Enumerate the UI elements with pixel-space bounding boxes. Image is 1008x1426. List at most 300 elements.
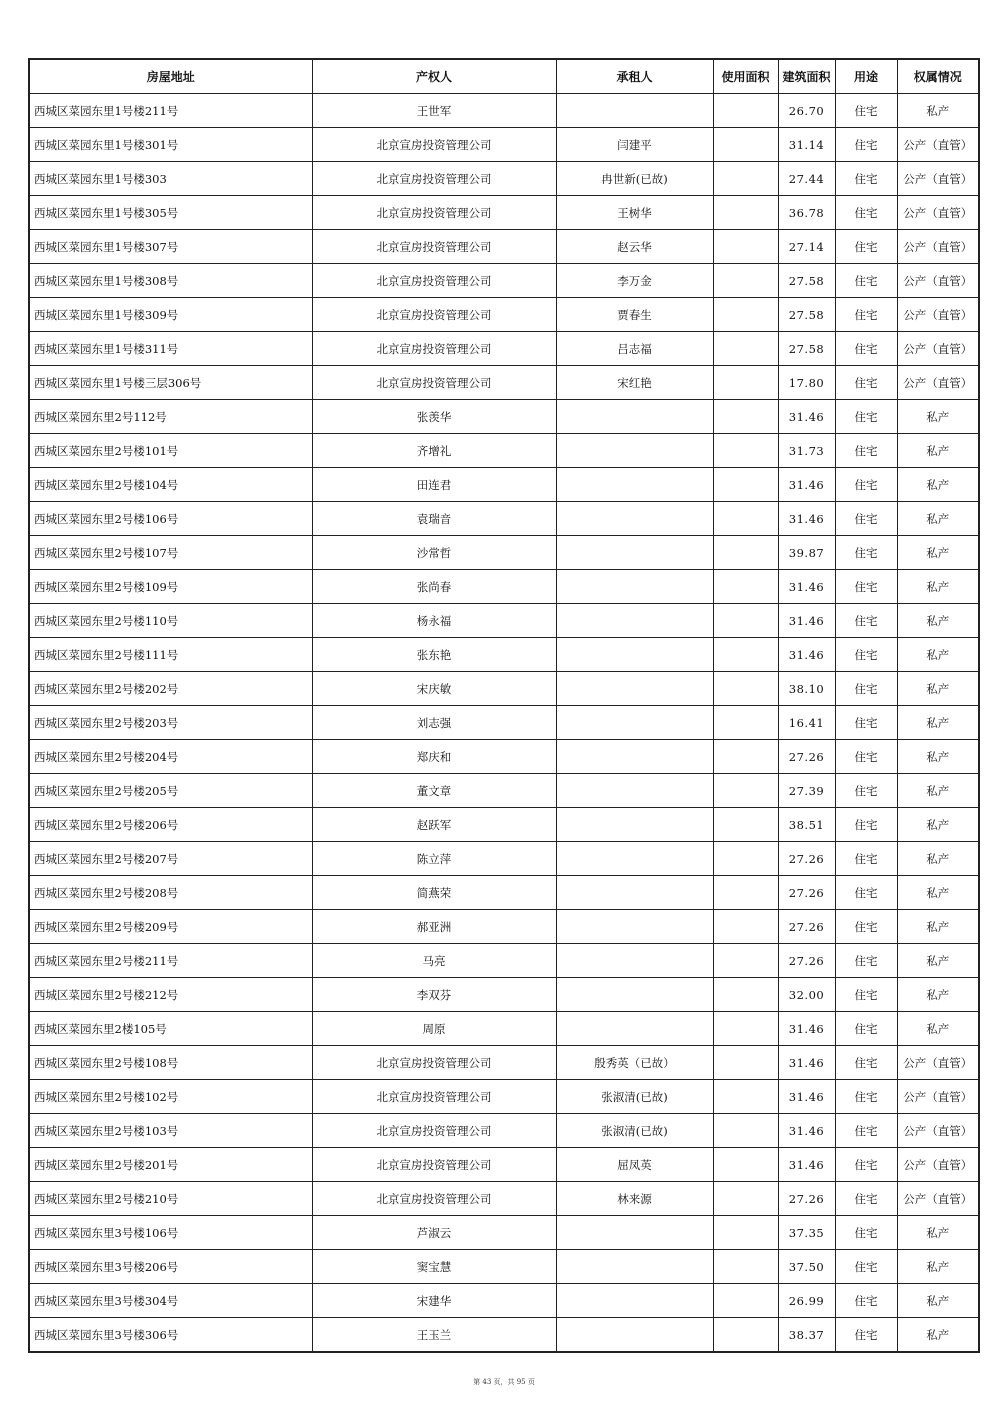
- usage-cell: 住宅: [835, 1012, 897, 1046]
- usable-area-cell: [713, 1250, 778, 1284]
- owner-cell: 北京宣房投资管理公司: [312, 196, 556, 230]
- address-cell: 西城区菜园东里2号楼202号: [29, 672, 312, 706]
- address-cell: 西城区菜园东里2号楼103号: [29, 1114, 312, 1148]
- table-row: [29, 298, 979, 332]
- building-area-cell: 31.14: [778, 128, 835, 162]
- ownership-cell: 公产（直管）: [897, 332, 979, 366]
- table-row: [29, 536, 979, 570]
- tenant-cell: [556, 536, 713, 570]
- address-cell: 西城区菜园东里2号楼110号: [29, 604, 312, 638]
- address-cell: 西城区菜园东里2号楼206号: [29, 808, 312, 842]
- address-cell: 西城区菜园东里3号楼106号: [29, 1216, 312, 1250]
- owner-cell: 北京宣房投资管理公司: [312, 298, 556, 332]
- address-cell: 西城区菜园东里1号楼307号: [29, 230, 312, 264]
- table-row: [29, 1250, 979, 1284]
- usage-cell: 住宅: [835, 1080, 897, 1114]
- table-row: [29, 162, 979, 196]
- address-cell: 西城区菜园东里2号楼210号: [29, 1182, 312, 1216]
- address-cell: 西城区菜园东里2号楼106号: [29, 502, 312, 536]
- ownership-cell: 公产（直管）: [897, 196, 979, 230]
- building-area-cell: 31.46: [778, 502, 835, 536]
- usable-area-cell: [713, 400, 778, 434]
- usage-cell: 住宅: [835, 774, 897, 808]
- building-area-cell: 31.46: [778, 604, 835, 638]
- address-header: 房屋地址: [29, 59, 312, 94]
- owner-header: 产权人: [312, 59, 556, 94]
- table-row: [29, 366, 979, 400]
- usable-area-cell: [713, 808, 778, 842]
- usable-area-cell: [713, 332, 778, 366]
- owner-cell: 沙常哲: [312, 536, 556, 570]
- address-cell: 西城区菜园东里3号楼306号: [29, 1318, 312, 1353]
- building-area-cell: 17.80: [778, 366, 835, 400]
- address-cell: 西城区菜园东里2号楼205号: [29, 774, 312, 808]
- address-cell: 西城区菜园东里1号楼301号: [29, 128, 312, 162]
- usable-area-cell: [713, 672, 778, 706]
- usable-area-cell: [713, 468, 778, 502]
- building-area-cell: 38.10: [778, 672, 835, 706]
- tenant-cell: [556, 638, 713, 672]
- address-cell: 西城区菜园东里1号楼309号: [29, 298, 312, 332]
- address-cell: 西城区菜园东里2号楼211号: [29, 944, 312, 978]
- ownership-cell: 私产: [897, 434, 979, 468]
- usage-cell: 住宅: [835, 128, 897, 162]
- usable-area-cell: [713, 502, 778, 536]
- building-area-cell: 31.46: [778, 570, 835, 604]
- tenant-cell: 吕志福: [556, 332, 713, 366]
- address-cell: 西城区菜园东里2号112号: [29, 400, 312, 434]
- table-row: [29, 842, 979, 876]
- tenant-cell: [556, 774, 713, 808]
- owner-cell: 北京宣房投资管理公司: [312, 1182, 556, 1216]
- tenant-cell: [556, 1012, 713, 1046]
- building-area-cell: 31.73: [778, 434, 835, 468]
- tenant-cell: [556, 706, 713, 740]
- owner-cell: 宋庆敏: [312, 672, 556, 706]
- table-row: [29, 1046, 979, 1080]
- usage-cell: 住宅: [835, 366, 897, 400]
- table-row: [29, 570, 979, 604]
- usage-cell: 住宅: [835, 1250, 897, 1284]
- owner-cell: 张东艳: [312, 638, 556, 672]
- table-row: [29, 604, 979, 638]
- ownership-cell: 私产: [897, 94, 979, 128]
- owner-cell: 杨永福: [312, 604, 556, 638]
- usage-cell: 住宅: [835, 1148, 897, 1182]
- building-area-cell: 27.26: [778, 1182, 835, 1216]
- table-row: [29, 910, 979, 944]
- tenant-header: 承租人: [556, 59, 713, 94]
- usable-area-cell: [713, 1012, 778, 1046]
- address-cell: 西城区菜园东里2号楼104号: [29, 468, 312, 502]
- address-cell: 西城区菜园东里1号楼三层306号: [29, 366, 312, 400]
- building-area-cell: 27.26: [778, 876, 835, 910]
- ownership-cell: 私产: [897, 604, 979, 638]
- tenant-cell: [556, 876, 713, 910]
- table-row: [29, 774, 979, 808]
- usage-cell: 住宅: [835, 230, 897, 264]
- tenant-cell: 林来源: [556, 1182, 713, 1216]
- address-cell: 西城区菜园东里2号楼101号: [29, 434, 312, 468]
- address-cell: 西城区菜园东里3号楼304号: [29, 1284, 312, 1318]
- owner-cell: 北京宣房投资管理公司: [312, 264, 556, 298]
- table-row: [29, 1114, 979, 1148]
- usable-area-cell: [713, 1080, 778, 1114]
- address-cell: 西城区菜园东里2号楼204号: [29, 740, 312, 774]
- usable-area-cell: [713, 230, 778, 264]
- tenant-cell: [556, 1318, 713, 1353]
- usable-area-cell: [713, 1182, 778, 1216]
- usage-cell: 住宅: [835, 196, 897, 230]
- usage-cell: 住宅: [835, 706, 897, 740]
- ownership-cell: 公产（直管）: [897, 1080, 979, 1114]
- building-area-cell: 27.58: [778, 264, 835, 298]
- usage-cell: 住宅: [835, 604, 897, 638]
- tenant-cell: 赵云华: [556, 230, 713, 264]
- owner-cell: 窦宝慧: [312, 1250, 556, 1284]
- usable-area-cell: [713, 366, 778, 400]
- owner-cell: 北京宣房投资管理公司: [312, 366, 556, 400]
- table-row: [29, 230, 979, 264]
- owner-cell: 北京宣房投资管理公司: [312, 230, 556, 264]
- owner-cell: 王玉兰: [312, 1318, 556, 1353]
- usage-cell: 住宅: [835, 502, 897, 536]
- table-row: [29, 1216, 979, 1250]
- table-row: [29, 94, 979, 128]
- owner-cell: 宋建华: [312, 1284, 556, 1318]
- building-area-cell: 27.14: [778, 230, 835, 264]
- ownership-cell: 公产（直管）: [897, 1182, 979, 1216]
- building-area-cell: 27.58: [778, 298, 835, 332]
- owner-cell: 袁瑞音: [312, 502, 556, 536]
- owner-cell: 周原: [312, 1012, 556, 1046]
- ownership-cell: 公产（直管）: [897, 230, 979, 264]
- ownership-cell: 私产: [897, 910, 979, 944]
- usage-cell: 住宅: [835, 876, 897, 910]
- usage-cell: 住宅: [835, 842, 897, 876]
- address-cell: 西城区菜园东里2楼105号: [29, 1012, 312, 1046]
- building-area-cell: 27.26: [778, 910, 835, 944]
- address-cell: 西城区菜园东里2号楼208号: [29, 876, 312, 910]
- usage-cell: 住宅: [835, 1318, 897, 1353]
- building-area-cell: 16.41: [778, 706, 835, 740]
- ownership-cell: 私产: [897, 1284, 979, 1318]
- usage-cell: 住宅: [835, 570, 897, 604]
- owner-cell: 北京宣房投资管理公司: [312, 1114, 556, 1148]
- ownership-cell: 私产: [897, 502, 979, 536]
- usage-cell: 住宅: [835, 1216, 897, 1250]
- tenant-cell: 王树华: [556, 196, 713, 230]
- usage-cell: 住宅: [835, 1046, 897, 1080]
- address-cell: 西城区菜园东里2号楼209号: [29, 910, 312, 944]
- address-cell: 西城区菜园东里1号楼211号: [29, 94, 312, 128]
- address-cell: 西城区菜园东里2号楼207号: [29, 842, 312, 876]
- tenant-cell: [556, 842, 713, 876]
- owner-cell: 赵跃军: [312, 808, 556, 842]
- usage-cell: 住宅: [835, 638, 897, 672]
- table-row: [29, 706, 979, 740]
- address-cell: 西城区菜园东里2号楼201号: [29, 1148, 312, 1182]
- address-cell: 西城区菜园东里2号楼109号: [29, 570, 312, 604]
- tenant-cell: [556, 978, 713, 1012]
- tenant-cell: [556, 434, 713, 468]
- owner-cell: 北京宣房投资管理公司: [312, 1148, 556, 1182]
- usage-cell: 住宅: [835, 978, 897, 1012]
- tenant-cell: 闫建平: [556, 128, 713, 162]
- usable-area-cell: [713, 1046, 778, 1080]
- ownership-cell: 公产（直管）: [897, 298, 979, 332]
- address-cell: 西城区菜园东里1号楼303: [29, 162, 312, 196]
- usable-area-cell: [713, 706, 778, 740]
- usable-area-cell: [713, 638, 778, 672]
- ownership-cell: 私产: [897, 1250, 979, 1284]
- usage-cell: 住宅: [835, 162, 897, 196]
- owner-cell: 北京宣房投资管理公司: [312, 1080, 556, 1114]
- building-area-cell: 27.39: [778, 774, 835, 808]
- building-area-cell: 31.46: [778, 468, 835, 502]
- building-area-cell: 31.46: [778, 1046, 835, 1080]
- building-area-cell: 26.99: [778, 1284, 835, 1318]
- tenant-cell: [556, 672, 713, 706]
- usable-area-cell: [713, 434, 778, 468]
- owner-cell: 北京宣房投资管理公司: [312, 128, 556, 162]
- usable-area-cell: [713, 1216, 778, 1250]
- usage-header: 用途: [835, 59, 897, 94]
- table-row: [29, 1148, 979, 1182]
- ownership-cell: 私产: [897, 1216, 979, 1250]
- ownership-cell: 私产: [897, 876, 979, 910]
- owner-cell: 李双芬: [312, 978, 556, 1012]
- header-row: [29, 59, 979, 94]
- usable-area-cell: [713, 264, 778, 298]
- tenant-cell: [556, 910, 713, 944]
- page-footer: 第 43 页，共 95 页: [473, 1378, 535, 1386]
- ownership-header: 权属情况: [897, 59, 979, 94]
- usage-cell: 住宅: [835, 1114, 897, 1148]
- table-row: [29, 638, 979, 672]
- ownership-cell: 公产（直管）: [897, 1148, 979, 1182]
- address-cell: 西城区菜园东里2号楼203号: [29, 706, 312, 740]
- building-area-cell: 37.50: [778, 1250, 835, 1284]
- usage-cell: 住宅: [835, 434, 897, 468]
- address-cell: 西城区菜园东里1号楼308号: [29, 264, 312, 298]
- owner-cell: 齐增礼: [312, 434, 556, 468]
- ownership-cell: 公产（直管）: [897, 162, 979, 196]
- ownership-cell: 私产: [897, 536, 979, 570]
- usage-cell: 住宅: [835, 1284, 897, 1318]
- address-cell: 西城区菜园东里2号楼102号: [29, 1080, 312, 1114]
- table-row: [29, 1284, 979, 1318]
- address-cell: 西城区菜园东里2号楼111号: [29, 638, 312, 672]
- building-area-cell: 27.26: [778, 842, 835, 876]
- usage-cell: 住宅: [835, 264, 897, 298]
- building-area-cell: 38.37: [778, 1318, 835, 1353]
- usable-area-cell: [713, 1284, 778, 1318]
- table-row: [29, 264, 979, 298]
- usable-area-cell: [713, 128, 778, 162]
- ownership-cell: 私产: [897, 944, 979, 978]
- ownership-cell: 私产: [897, 842, 979, 876]
- table-row: [29, 468, 979, 502]
- usage-cell: 住宅: [835, 1182, 897, 1216]
- usable-area-cell: [713, 298, 778, 332]
- tenant-cell: 张淑清(已故): [556, 1080, 713, 1114]
- usable-area-cell: [713, 162, 778, 196]
- owner-cell: 郝亚洲: [312, 910, 556, 944]
- tenant-cell: 李万金: [556, 264, 713, 298]
- ownership-cell: 私产: [897, 978, 979, 1012]
- tenant-cell: [556, 944, 713, 978]
- table-row: [29, 502, 979, 536]
- usable-area-cell: [713, 774, 778, 808]
- tenant-cell: 屈凤英: [556, 1148, 713, 1182]
- table-row: [29, 1012, 979, 1046]
- ownership-cell: 私产: [897, 468, 979, 502]
- ownership-cell: 私产: [897, 1012, 979, 1046]
- owner-cell: 田连君: [312, 468, 556, 502]
- owner-cell: 陈立萍: [312, 842, 556, 876]
- table-row: [29, 808, 979, 842]
- property-table: [28, 58, 980, 1353]
- usable-area-cell: [713, 1114, 778, 1148]
- tenant-cell: [556, 604, 713, 638]
- usage-cell: 住宅: [835, 94, 897, 128]
- owner-cell: 董文章: [312, 774, 556, 808]
- owner-cell: 王世军: [312, 94, 556, 128]
- owner-cell: 张尚春: [312, 570, 556, 604]
- usable-area-cell: [713, 570, 778, 604]
- ownership-cell: 私产: [897, 672, 979, 706]
- owner-cell: 简燕荣: [312, 876, 556, 910]
- usage-cell: 住宅: [835, 298, 897, 332]
- tenant-cell: 冉世新(已故): [556, 162, 713, 196]
- ownership-cell: 私产: [897, 1318, 979, 1353]
- table-row: [29, 332, 979, 366]
- building-area-cell: 38.51: [778, 808, 835, 842]
- owner-cell: 张羡华: [312, 400, 556, 434]
- building-area-header: 建筑面积: [778, 59, 835, 94]
- tenant-cell: [556, 1216, 713, 1250]
- tenant-cell: [556, 400, 713, 434]
- building-area-cell: 27.26: [778, 740, 835, 774]
- building-area-cell: 31.46: [778, 1012, 835, 1046]
- ownership-cell: 私产: [897, 740, 979, 774]
- usable-area-cell: [713, 604, 778, 638]
- building-area-cell: 31.46: [778, 1148, 835, 1182]
- address-cell: 西城区菜园东里2号楼212号: [29, 978, 312, 1012]
- ownership-cell: 公产（直管）: [897, 128, 979, 162]
- owner-cell: 北京宣房投资管理公司: [312, 1046, 556, 1080]
- usage-cell: 住宅: [835, 536, 897, 570]
- owner-cell: 芦淑云: [312, 1216, 556, 1250]
- table-row: [29, 1080, 979, 1114]
- table-row: [29, 944, 979, 978]
- tenant-cell: [556, 808, 713, 842]
- table-row: [29, 400, 979, 434]
- usage-cell: 住宅: [835, 944, 897, 978]
- usable-area-cell: [713, 1318, 778, 1353]
- table-row: [29, 128, 979, 162]
- usage-cell: 住宅: [835, 332, 897, 366]
- ownership-cell: 私产: [897, 808, 979, 842]
- ownership-cell: 私产: [897, 774, 979, 808]
- owner-cell: 北京宣房投资管理公司: [312, 332, 556, 366]
- tenant-cell: [556, 468, 713, 502]
- table-row: [29, 1318, 979, 1353]
- building-area-cell: 27.58: [778, 332, 835, 366]
- building-area-cell: 31.46: [778, 1080, 835, 1114]
- tenant-cell: [556, 1250, 713, 1284]
- building-area-cell: 26.70: [778, 94, 835, 128]
- building-area-cell: 27.26: [778, 944, 835, 978]
- building-area-cell: 31.46: [778, 1114, 835, 1148]
- table-row: [29, 434, 979, 468]
- usage-cell: 住宅: [835, 808, 897, 842]
- table-row: [29, 740, 979, 774]
- tenant-cell: 宋红艳: [556, 366, 713, 400]
- usage-cell: 住宅: [835, 672, 897, 706]
- ownership-cell: 公产（直管）: [897, 366, 979, 400]
- usage-cell: 住宅: [835, 910, 897, 944]
- owner-cell: 马亮: [312, 944, 556, 978]
- table-row: [29, 876, 979, 910]
- usable-area-cell: [713, 536, 778, 570]
- table-row: [29, 196, 979, 230]
- usable-area-cell: [713, 1148, 778, 1182]
- tenant-cell: [556, 94, 713, 128]
- building-area-cell: 32.00: [778, 978, 835, 1012]
- tenant-cell: 殷秀英（已故）: [556, 1046, 713, 1080]
- ownership-cell: 公产（直管）: [897, 1114, 979, 1148]
- building-area-cell: 36.78: [778, 196, 835, 230]
- ownership-cell: 私产: [897, 400, 979, 434]
- address-cell: 西城区菜园东里2号楼107号: [29, 536, 312, 570]
- usable-area-cell: [713, 978, 778, 1012]
- tenant-cell: [556, 1284, 713, 1318]
- building-area-cell: 37.35: [778, 1216, 835, 1250]
- usable-area-header: 使用面积: [713, 59, 778, 94]
- usable-area-cell: [713, 94, 778, 128]
- owner-cell: 刘志强: [312, 706, 556, 740]
- table-row: [29, 672, 979, 706]
- building-area-cell: 31.46: [778, 638, 835, 672]
- usage-cell: 住宅: [835, 468, 897, 502]
- ownership-cell: 私产: [897, 638, 979, 672]
- usable-area-cell: [713, 196, 778, 230]
- usage-cell: 住宅: [835, 740, 897, 774]
- usable-area-cell: [713, 910, 778, 944]
- table-row: [29, 1182, 979, 1216]
- usage-cell: 住宅: [835, 400, 897, 434]
- table-row: [29, 978, 979, 1012]
- tenant-cell: [556, 502, 713, 536]
- tenant-cell: [556, 570, 713, 604]
- address-cell: 西城区菜园东里1号楼311号: [29, 332, 312, 366]
- owner-cell: 郑庆和: [312, 740, 556, 774]
- tenant-cell: 贾春生: [556, 298, 713, 332]
- building-area-cell: 27.44: [778, 162, 835, 196]
- address-cell: 西城区菜园东里1号楼305号: [29, 196, 312, 230]
- ownership-cell: 公产（直管）: [897, 1046, 979, 1080]
- usable-area-cell: [713, 740, 778, 774]
- owner-cell: 北京宣房投资管理公司: [312, 162, 556, 196]
- usable-area-cell: [713, 842, 778, 876]
- building-area-cell: 39.87: [778, 536, 835, 570]
- usable-area-cell: [713, 944, 778, 978]
- ownership-cell: 私产: [897, 706, 979, 740]
- address-cell: 西城区菜园东里2号楼108号: [29, 1046, 312, 1080]
- ownership-cell: 私产: [897, 570, 979, 604]
